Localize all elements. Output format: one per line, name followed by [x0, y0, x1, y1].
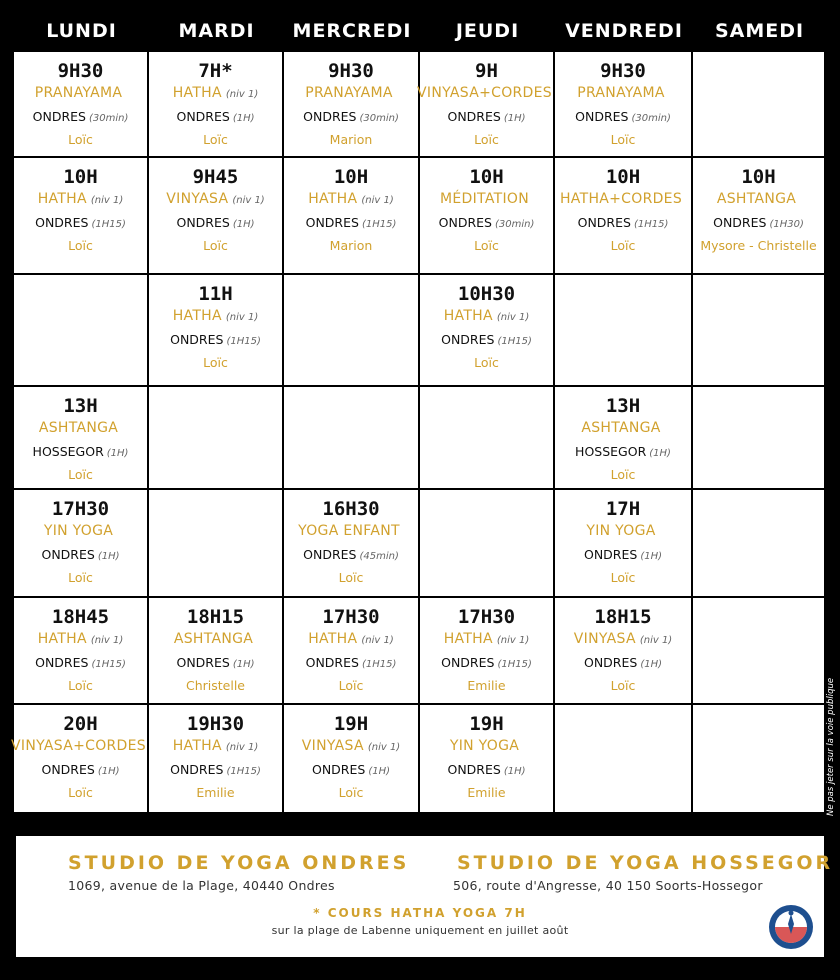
empty-slot: [555, 275, 691, 385]
class-teacher: Loïc: [474, 132, 499, 147]
location-name: ONDRES: [176, 109, 230, 124]
class-time: 10H: [333, 166, 369, 188]
class-time: 19H30: [186, 713, 245, 735]
class-location: [584, 546, 662, 569]
class-level: (niv 1): [225, 312, 259, 323]
location-name: HOSSEGOR: [575, 444, 647, 459]
class-location: [441, 654, 532, 677]
class-time: 10H30: [457, 283, 516, 305]
class-slot: [420, 598, 553, 703]
studio-ondres-name: STUDIO DE YOGA ONDRES: [68, 852, 410, 874]
class-name: [44, 522, 117, 546]
location-name: ONDRES: [176, 655, 230, 670]
class-time: 13H: [605, 395, 641, 417]
empty-slot: [693, 705, 824, 812]
class-title: YIN YOGA: [586, 523, 656, 539]
class-duration: (30min): [494, 219, 535, 230]
class-name: [173, 84, 259, 108]
location-name: ONDRES: [170, 762, 224, 777]
class-location: [303, 108, 399, 131]
location-name: ONDRES: [35, 215, 89, 230]
class-slot: [693, 158, 824, 273]
class-time: 9H30: [57, 60, 104, 82]
class-location: [447, 761, 525, 784]
class-level: (niv 1): [361, 635, 394, 646]
class-teacher: Loïc: [203, 238, 228, 253]
class-duration: (1H15): [633, 219, 669, 230]
class-time: 9H30: [328, 60, 374, 82]
class-title: HATHA: [308, 631, 358, 647]
class-location: [584, 654, 662, 677]
class-teacher: Marion: [329, 238, 373, 253]
class-teacher: Loïc: [338, 570, 364, 585]
class-duration: (30min): [631, 113, 671, 124]
location-name: ONDRES: [41, 547, 95, 562]
class-slot: [555, 52, 691, 156]
class-time: 17H30: [457, 606, 516, 628]
class-teacher: Emilie: [467, 785, 506, 800]
class-location: [306, 654, 397, 677]
class-teacher: Loïc: [610, 570, 636, 585]
class-time: 10H: [741, 166, 776, 188]
class-name: [586, 522, 659, 546]
class-slot: [555, 490, 691, 596]
class-time: 10H: [469, 166, 504, 188]
class-time: 17H30: [322, 606, 380, 628]
class-title: HATHA: [443, 308, 493, 324]
location-name: ONDRES: [441, 332, 495, 347]
class-name: [298, 522, 404, 546]
class-teacher: Loïc: [610, 678, 636, 693]
class-duration: (1H15): [91, 659, 126, 670]
class-time: 9H45: [192, 166, 239, 188]
class-location: [312, 761, 390, 784]
class-teacher: Loïc: [68, 678, 93, 693]
class-time: 18H15: [594, 606, 652, 628]
class-time: 7H*: [198, 60, 233, 82]
class-duration: (1H15): [91, 219, 126, 230]
location-name: ONDRES: [713, 215, 767, 230]
location-name: ONDRES: [35, 655, 89, 670]
empty-slot: [14, 275, 147, 385]
location-name: ONDRES: [41, 762, 95, 777]
location-name: HOSSEGOR: [32, 444, 104, 459]
class-name: [173, 307, 259, 331]
class-teacher: Loïc: [338, 678, 364, 693]
studio-ondres-address: 1069, avenue de la Plage, 40440 Ondres: [68, 878, 335, 893]
class-location: [41, 546, 119, 569]
day-header-row: [14, 14, 826, 48]
empty-slot: [693, 275, 824, 385]
class-teacher: Emilie: [196, 785, 235, 800]
class-level: (niv 1): [225, 89, 259, 100]
empty-slot: [555, 705, 691, 812]
class-slot: [284, 598, 418, 703]
class-title: HATHA: [172, 738, 222, 754]
class-name: [444, 630, 530, 654]
class-level: (niv 1): [90, 635, 124, 646]
asterisk-note-detail: sur la plage de Labenne uniquement en juillet août: [271, 924, 569, 937]
class-title: VINYASA+CORDES: [417, 85, 552, 101]
class-location: [306, 214, 397, 237]
class-level: (niv 1): [367, 742, 401, 753]
class-title: HATHA: [443, 631, 493, 647]
class-teacher: Loïc: [68, 132, 93, 147]
class-duration: (1H): [97, 551, 120, 562]
class-teacher: Loïc: [68, 467, 93, 482]
class-teacher: Loïc: [610, 132, 636, 147]
empty-slot: [693, 490, 824, 596]
location-name: ONDRES: [170, 332, 224, 347]
class-teacher: Emilie: [467, 678, 506, 693]
class-time: 9H: [475, 60, 498, 82]
day-header-mardi: MARDI: [178, 20, 255, 42]
class-location: [575, 108, 671, 131]
class-name: [444, 307, 530, 331]
class-location: [35, 654, 126, 677]
class-teacher: Loïc: [203, 132, 228, 147]
location-name: ONDRES: [305, 215, 359, 230]
location-name: ONDRES: [303, 547, 357, 562]
class-name: [577, 84, 669, 108]
class-teacher: Loïc: [474, 238, 499, 253]
class-teacher: Loïc: [338, 785, 364, 800]
class-location: [439, 214, 535, 237]
class-teacher: Loïc: [610, 238, 636, 253]
class-duration: (1H30): [769, 219, 804, 230]
class-name: [11, 737, 150, 761]
class-teacher: Loïc: [68, 785, 93, 800]
class-slot: [284, 705, 418, 812]
location-name: ONDRES: [32, 109, 86, 124]
class-duration: (1H15): [226, 766, 261, 777]
class-slot: [14, 52, 147, 156]
class-title: MÉDITATION: [440, 191, 529, 207]
class-title: ASHTANGA: [173, 631, 254, 647]
class-location: [170, 331, 261, 354]
class-time: 18H15: [186, 606, 245, 628]
class-duration: (1H): [368, 766, 391, 777]
class-title: VINYASA: [573, 631, 636, 647]
class-name: [174, 630, 257, 654]
class-title: YIN YOGA: [43, 523, 114, 539]
class-time: 17H30: [51, 498, 110, 520]
class-slot: [420, 705, 553, 812]
class-title: PRANAYAMA: [34, 85, 123, 101]
location-name: ONDRES: [583, 655, 638, 670]
class-slot: [555, 158, 691, 273]
class-slot: [149, 52, 282, 156]
location-name: ONDRES: [583, 547, 638, 562]
federation-logo-icon: [768, 904, 814, 950]
class-location: [33, 443, 129, 466]
empty-slot: [149, 490, 282, 596]
side-note: Ne pas jeter sur la voie publique: [826, 677, 836, 816]
class-slot: [149, 598, 282, 703]
class-slot: [420, 158, 553, 273]
class-duration: (1H15): [361, 219, 397, 230]
class-duration: (30min): [359, 113, 399, 124]
class-title: HATHA: [37, 631, 87, 647]
day-header-lundi: LUNDI: [46, 20, 117, 42]
day-header-jeudi: JEUDI: [455, 20, 520, 42]
location-name: ONDRES: [447, 762, 501, 777]
class-name: [302, 737, 400, 761]
location-name: ONDRES: [447, 109, 501, 124]
class-time: 18H45: [51, 606, 110, 628]
class-location: [303, 546, 399, 569]
empty-slot: [693, 387, 824, 488]
class-location: [176, 214, 254, 237]
class-duration: (1H): [503, 113, 526, 124]
empty-slot: [420, 490, 553, 596]
class-duration: (1H15): [361, 659, 397, 670]
class-title: PRANAYAMA: [305, 85, 393, 101]
class-name: [560, 190, 686, 214]
class-location: [176, 108, 254, 131]
class-slot: [417, 52, 553, 156]
class-time: 17H: [605, 498, 641, 520]
location-name: ONDRES: [577, 215, 631, 230]
class-duration: (1H15): [226, 336, 261, 347]
class-time: 20H: [63, 713, 98, 735]
class-teacher: Loïc: [474, 355, 499, 370]
class-name: [308, 190, 394, 214]
class-level: (niv 1): [232, 195, 265, 206]
class-title: VINYASA+CORDES: [11, 738, 146, 754]
class-location: [441, 331, 532, 354]
class-level: (niv 1): [496, 635, 530, 646]
class-slot: [555, 598, 691, 703]
class-slot: [284, 490, 418, 596]
class-name: [166, 190, 264, 214]
class-title: ASHTANGA: [38, 420, 119, 436]
class-slot: [149, 705, 282, 812]
location-name: ONDRES: [305, 655, 359, 670]
class-time: 10H: [605, 166, 641, 188]
class-level: (niv 1): [361, 195, 394, 206]
class-title: HATHA: [308, 191, 358, 207]
location-name: ONDRES: [441, 655, 495, 670]
class-slot: [14, 598, 147, 703]
class-location: [575, 443, 671, 466]
class-slot: [555, 387, 691, 488]
class-location: [41, 761, 119, 784]
class-level: (niv 1): [90, 195, 124, 206]
class-time: 10H: [63, 166, 98, 188]
class-location: [170, 761, 261, 784]
empty-slot: [149, 387, 282, 488]
class-location: [35, 214, 126, 237]
class-title: HATHA: [172, 308, 222, 324]
class-title: PRANAYAMA: [577, 85, 665, 101]
class-title: HATHA: [37, 191, 87, 207]
class-level: (niv 1): [639, 635, 673, 646]
class-teacher: Loïc: [203, 355, 228, 370]
class-teacher: Loïc: [68, 570, 93, 585]
class-location: [578, 214, 669, 237]
class-title: ASHTANGA: [716, 191, 797, 207]
class-duration: (1H): [232, 659, 255, 670]
class-duration: (1H): [640, 659, 663, 670]
class-name: [173, 737, 259, 761]
class-time: 19H: [469, 713, 504, 735]
class-name: [717, 190, 800, 214]
class-level: (niv 1): [225, 742, 259, 753]
class-teacher: Christelle: [185, 678, 245, 693]
class-slot: [420, 275, 553, 385]
empty-slot: [284, 275, 418, 385]
class-slot: [14, 490, 147, 596]
class-title: VINYASA: [166, 191, 229, 207]
class-name: [440, 190, 533, 214]
class-level: (niv 1): [496, 312, 530, 323]
location-name: ONDRES: [311, 762, 366, 777]
day-header-vendredi: VENDREDI: [565, 20, 683, 42]
footer-panel: [16, 836, 834, 957]
class-location: [447, 108, 525, 131]
location-name: ONDRES: [303, 109, 357, 124]
class-title: HATHA+CORDES: [559, 191, 683, 207]
class-name: [450, 737, 523, 761]
class-location: [176, 654, 254, 677]
class-name: [308, 630, 394, 654]
class-slot: [14, 158, 147, 273]
class-time: 9H30: [600, 60, 646, 82]
class-duration: (1H15): [497, 659, 532, 670]
class-location: [33, 108, 129, 131]
studio-hossegor-address: 506, route d'Angresse, 40 150 Soorts-Hossegor: [453, 878, 763, 893]
empty-slot: [693, 598, 824, 703]
class-time: 13H: [63, 395, 98, 417]
class-name: [417, 84, 556, 108]
class-name: [39, 419, 122, 443]
class-name: [581, 419, 664, 443]
class-slot: [149, 275, 282, 385]
class-slot: [149, 158, 282, 273]
location-name: ONDRES: [575, 109, 629, 124]
class-title: ASHTANGA: [581, 420, 661, 436]
class-teacher: Mysore - Christelle: [700, 238, 817, 253]
day-header-mercredi: MERCREDI: [292, 20, 412, 42]
location-name: ONDRES: [438, 215, 492, 230]
class-duration: (1H): [503, 766, 526, 777]
class-duration: (1H): [106, 448, 129, 459]
class-slot: [14, 387, 147, 488]
class-duration: (1H): [649, 448, 671, 459]
class-teacher: Loïc: [68, 238, 93, 253]
class-time: 16H30: [322, 498, 380, 520]
class-duration: (1H15): [497, 336, 532, 347]
studio-hossegor-name: STUDIO DE YOGA HOSSEGOR: [457, 852, 834, 874]
class-name: [305, 84, 397, 108]
class-duration: (1H): [232, 219, 255, 230]
class-name: [38, 190, 124, 214]
class-slot: [11, 705, 147, 812]
asterisk-note-title: * COURS HATHA YOGA 7H: [313, 906, 527, 920]
class-duration: (1H): [97, 766, 120, 777]
class-duration: (45min): [359, 551, 399, 562]
class-duration: (1H): [232, 113, 255, 124]
empty-slot: [693, 52, 824, 156]
class-teacher: Marion: [329, 132, 373, 147]
class-name: [38, 630, 124, 654]
class-teacher: Loïc: [610, 467, 636, 482]
class-title: YIN YOGA: [449, 738, 520, 754]
class-name: [574, 630, 672, 654]
empty-slot: [284, 387, 418, 488]
class-name: [35, 84, 127, 108]
class-title: HATHA: [172, 85, 222, 101]
empty-slot: [420, 387, 553, 488]
class-title: YOGA ENFANT: [298, 523, 400, 539]
class-title: VINYASA: [301, 738, 364, 754]
class-slot: [284, 52, 418, 156]
location-name: ONDRES: [176, 215, 230, 230]
class-location: [713, 214, 804, 237]
class-time: 19H: [333, 713, 369, 735]
class-duration: (30min): [88, 113, 129, 124]
class-duration: (1H): [640, 551, 663, 562]
class-time: 11H: [198, 283, 233, 305]
day-header-samedi: SAMEDI: [714, 20, 805, 42]
class-slot: [284, 158, 418, 273]
